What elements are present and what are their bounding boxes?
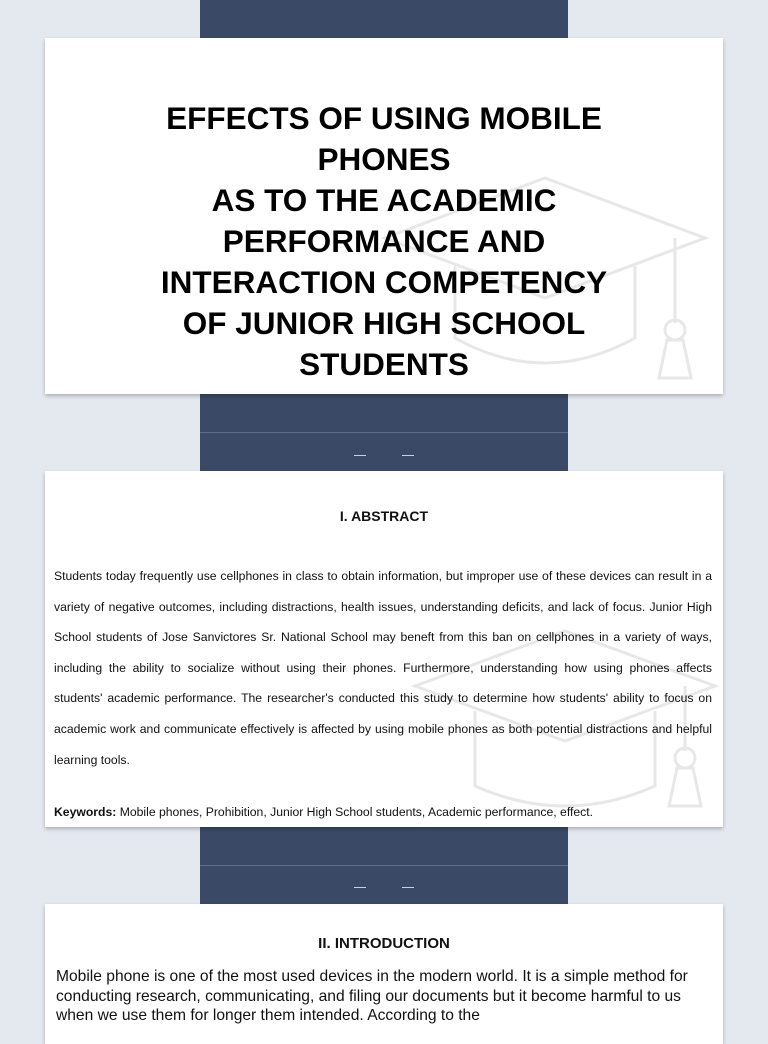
strip-divider (200, 865, 568, 866)
page-dash-left (354, 455, 366, 456)
page-dash-right (402, 455, 414, 456)
introduction-body: Mobile phone is one of the most used devices in the modern world. It is a simple method for conducting research, communicating, and filing our documents but it become harmful to us when we use them for longer them intended. According to the (56, 968, 688, 1024)
document-title (105, 98, 663, 385)
title-line: EFFECTS OF USING MOBILE (166, 100, 602, 136)
page-dash-right (402, 887, 414, 888)
title-line: STUDENTS (299, 346, 469, 382)
viewer-strip-middle (200, 827, 568, 904)
document-page-introduction (45, 904, 723, 1044)
strip-divider (200, 432, 568, 433)
abstract-body: Students today frequently use cellphones in class to obtain information, but improper use of these devices can result in a variety of negative outcomes, including distractions, health issues, understanding deficits, and lack of focus. Junior High School students of Jose Sanvictores Sr. National School may beneft from this ban on cellphones in a variety of ways, including the ability to socialize without using their phones. Furthermore, understanding how using phones affects students' academic performance. The researcher's conducted this study to determine how students' ability to focus on academic work and communicate effectively is affected by using mobile phones as both potential distractions and helpful learning tools. (54, 569, 712, 767)
abstract-heading: I. ABSTRACT (339, 508, 429, 524)
keywords-text: Mobile phones, Prohibition, Junior High School students, Academic performance, effect. (116, 805, 594, 819)
introduction-heading: II. INTRODUCTION (318, 935, 450, 952)
page-dash-left (354, 887, 366, 888)
document-page-title (45, 38, 723, 394)
title-line: AS TO THE ACADEMIC (211, 182, 557, 218)
document-page-abstract (45, 471, 723, 827)
title-line: INTERACTION COMPETENCY (160, 264, 608, 300)
title-line: PERFORMANCE AND (222, 223, 546, 259)
title-line: PHONES (317, 141, 451, 177)
keywords-line (54, 804, 712, 820)
title-line: OF JUNIOR HIGH SCHOOL (182, 305, 586, 341)
keywords-label: Keywords: (54, 805, 117, 819)
